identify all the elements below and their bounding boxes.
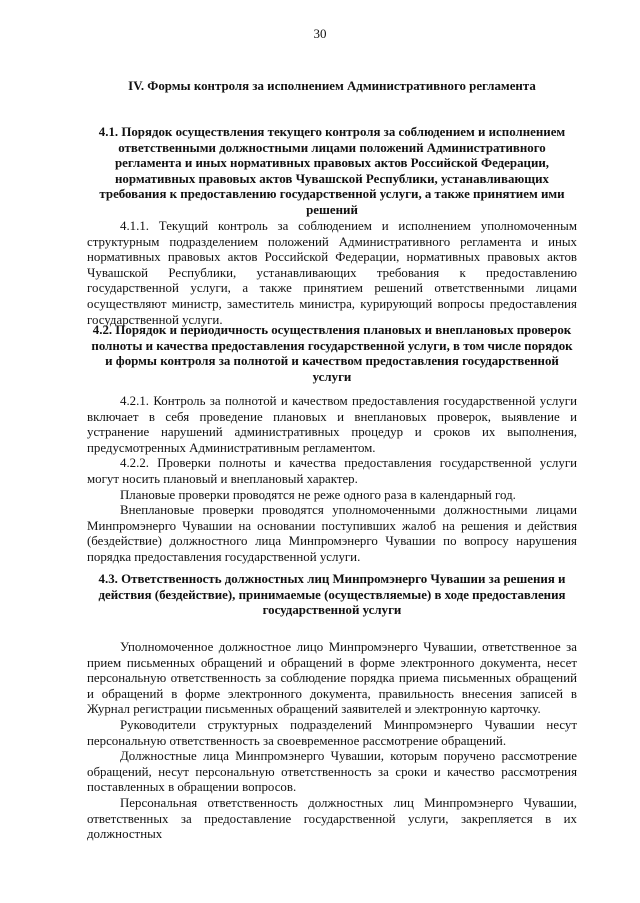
paragraph: 4.2.2. Проверки полноты и качества предоставления государственной услуги могут носить плановый и внеплановый характер. xyxy=(87,456,577,486)
subsection-4-3-heading: 4.3. Ответственность должностных лиц Минпромэнерго Чувашии за решения и действия (бездействие), принимаемые (осуществляемые) в ходе предоставления государственной услуги xyxy=(98,572,566,618)
page-number: 30 xyxy=(313,26,327,41)
paragraph: 4.2.1. Контроль за полнотой и качеством предоставления государственной услуги включает в себя проведение плановых и внеплановых проверок, выявление и устранение нарушений административных процедур и сроков их выполнения, предусмотренных Административным регламентом. xyxy=(87,394,577,455)
subsection-4-2-heading: 4.2. Порядок и периодичность осуществления плановых и внеплановых проверок полноты и качества предоставления государственной услуги, в том числе порядок и формы контроля за полнотой и качеством предоставления государственной услуги xyxy=(91,323,573,384)
paragraph: Персональная ответственность должностных лиц Минпромэнерго Чувашии, ответственных за предоставление государственной услуги, закрепляется в их должностных xyxy=(87,795,577,842)
subsection-4-1-body xyxy=(87,219,577,328)
subsection-4-3-body xyxy=(87,640,577,843)
section-title: IV. Формы контроля за исполнением Административного регламента xyxy=(128,79,536,93)
subsection-4-1-heading: 4.1. Порядок осуществления текущего контроля за соблюдением и исполнением ответственными должностными лицами положений Административного регламента и иных нормативных правовых актов Российской Федерации, нормативных правовых актов Чувашской Республики, устанавливающих требования к предоставлению государственной услуги, а также принятием ими решений xyxy=(98,125,566,217)
paragraph: Внеплановые проверки проводятся уполномоченными должностными лицами Минпромэнерго Чувашии на основании поступивших жалоб на решения и действия (бездействие) должностного лица Минпромэнерго Чувашии по вопросу нарушения порядка предоставления государственной услуги. xyxy=(87,503,577,564)
paragraph: Руководители структурных подразделений Минпромэнерго Чувашии несут персональную ответственность за своевременное рассмотрение обращений. xyxy=(87,717,577,748)
paragraph: Плановые проверки проводятся не реже одного раза в календарный год. xyxy=(120,487,516,502)
paragraph: Должностные лица Минпромэнерго Чувашии, которым поручено рассмотрение обращений, несут персональную ответственность за сроки и качество рассмотрения поставленных в обращении вопросов. xyxy=(87,749,577,795)
paragraph: 4.1.1. Текущий контроль за соблюдением и исполнением уполномоченным структурным подразделением положений Административного регламента и иных нормативных правовых актов Российской Федерации, нормативных правовых актов Чувашской Республики, устанавливающих требования к предоставлению государственной услуги, а также принятием решений ответственными лицами осуществляют министр, заместитель министра, курирующий вопросы предоставления государственной услуги. xyxy=(87,219,577,327)
paragraph: Уполномоченное должностное лицо Минпромэнерго Чувашии, ответственное за прием письменных обращений и обращений в форме электронного документа, несет персональную ответственность за соблюдение порядка приема письменных обращений и обращений в форме электронного документа, правильность внесения записей в Журнал регистрации письменных обращений заявителей и электронную карточку. xyxy=(87,640,577,717)
subsection-4-2-body xyxy=(87,394,577,566)
